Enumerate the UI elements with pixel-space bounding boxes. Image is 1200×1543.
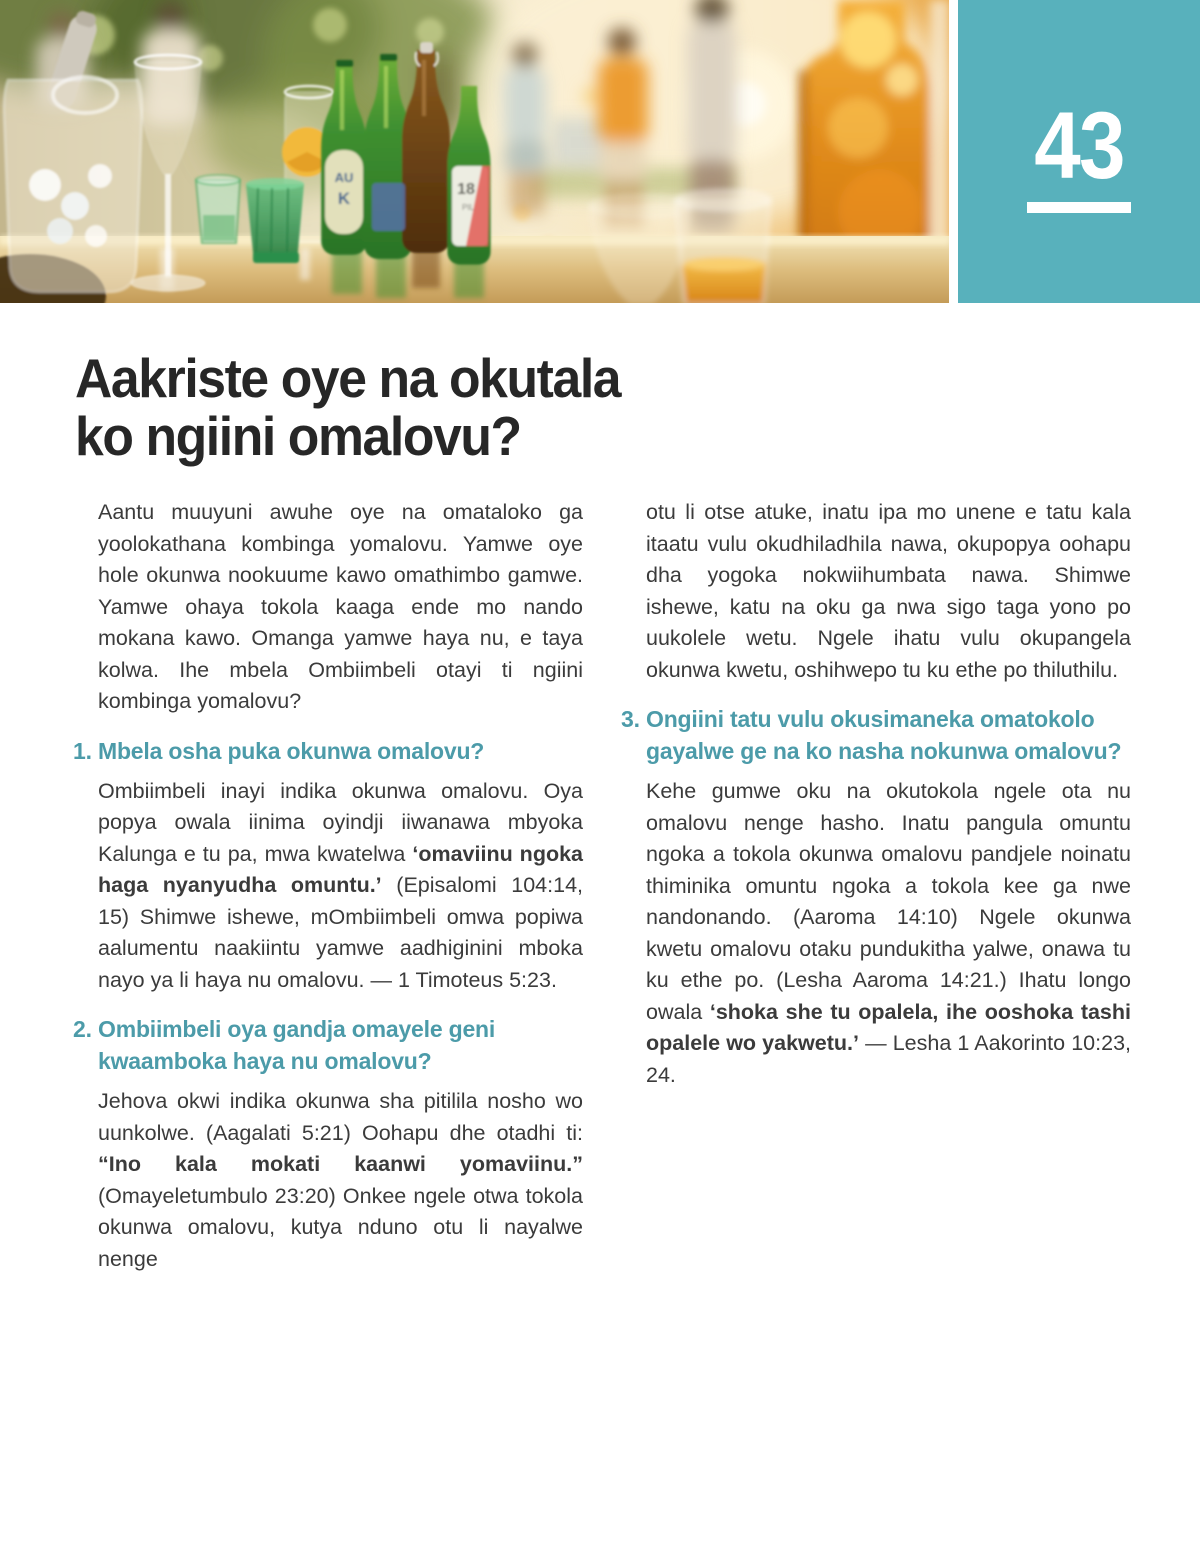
section-1-paragraph: Ombiimbeli inayi indika okunwa omalovu. Oya popya owala iinima oyindji iiwanawa mbyoka Kalunga e tu pa, mwa kwatelwa ‘omaviinu ngoka haga nyanyudha omuntu.’ (Episalomi 104:14, 15) Shimwe ishewe, mOmbiimbeli omwa popiwa aalumentu naakiintu yamwe aadhiginini mboka nayo ya li haya nu omalovu. — 1 Timoteus 5:23. xyxy=(98,778,583,992)
chapter-number: 43 xyxy=(1034,93,1124,199)
section-3-number: 3. xyxy=(621,706,640,732)
section-2-heading xyxy=(73,1013,583,1077)
left-column xyxy=(73,497,583,1289)
page-title-line1: Aakriste oye na okutala xyxy=(75,347,621,409)
bottle1-label-text1: AU xyxy=(334,170,354,185)
section-3-heading-text: Ongiini tatu vulu okusimaneka omatokolo gayalwe ge na ko nasha nokunwa omalovu? xyxy=(646,706,1122,764)
article-body xyxy=(73,497,1131,1289)
section-1-number: 1. xyxy=(73,737,92,764)
section-2 xyxy=(73,1013,583,1275)
section-1-heading xyxy=(73,735,583,767)
section-1 xyxy=(73,735,583,997)
chapter-number-box xyxy=(958,0,1200,303)
bottle4-label-text2: PIL xyxy=(461,203,475,212)
section-3-paragraph: Kehe gumwe oku na okutokola ngele ota nu omalovu nenge hasho. Inatu pangula omuntu ngoka a tokola okunwa omalovu pandjele noinatu thiminika omuntu ngoka a tokola kee ga nwe nandonando. (Aaroma 14:10) Ngele okunwa kwetu omalovu otaku pundukitha yalwe, onawa tu ku ethe po. (Lesha Aaroma 14:21.) Ihatu longo owala ‘shoka she tu opalela, ihe ooshoka tashi opalele wo yakwetu.’ — Lesha 1 Aakorinto 10:23, 24. xyxy=(646,779,1131,1087)
chapter-underline xyxy=(1027,202,1131,213)
bottle1-label-text2: K xyxy=(337,189,351,208)
section-2-number: 2. xyxy=(73,1016,92,1042)
bottle2-label xyxy=(372,183,405,231)
bottle1-label xyxy=(325,150,363,234)
header-photo xyxy=(0,0,949,303)
intro-paragraph: Aantu muuyuni awuhe oye na omataloko ga yoolokathana kombinga yomalovu. Yamwe oye hole okunwa nookuume kawo omathimbo gamwe. Yamwe ohaya tokola kaaga ende mo nando mokana kawo. Omanga yamwe haya nu, e taya kolwa. Ihe mbela Ombiimbeli otayi ti ngiini kombinga yomalovu? xyxy=(98,500,583,713)
section-1-heading-text: Mbela osha puka okunwa omalovu? xyxy=(98,737,485,764)
page-title xyxy=(75,349,620,465)
section-2-paragraph-continued: otu li otse atuke, inatu ipa mo unene e tatu kala itaatu vulu okudhiladhila nawa, okupopya oohapu dha yogoka nokwiihumbata nawa. Shimwe ishewe, katu na oku ga nwa sigo taga yono po uukolele wetu. Ngele ihatu vulu okupangela okunwa kwetu, oshihwepo tu ku ethe po thiluthilu. xyxy=(646,500,1131,682)
right-column xyxy=(621,497,1131,1289)
page-title-line2: ko ngiini omalovu? xyxy=(75,405,521,467)
section-3-heading xyxy=(621,703,1131,767)
section-2-heading-text: Ombiimbeli oya gandja omayele geni kwaamboka haya nu omalovu? xyxy=(98,1016,496,1074)
section-2-paragraph: Jehova okwi indika okunwa sha pitilila nosho wo uunkolwe. (Aagalati 5:21) Oohapu dhe otadhi ti: “Ino kala mokati kaanwi yomaviinu.” (Omayeletumbulo 23:20) Onkee ngele otwa tokola okunwa omalovu, kutya nduno otu li nayalwe nenge xyxy=(98,1089,583,1271)
bottle4-label-text1: 18 xyxy=(457,181,475,198)
section-3 xyxy=(621,703,1131,1091)
bottle4-label xyxy=(452,166,490,246)
